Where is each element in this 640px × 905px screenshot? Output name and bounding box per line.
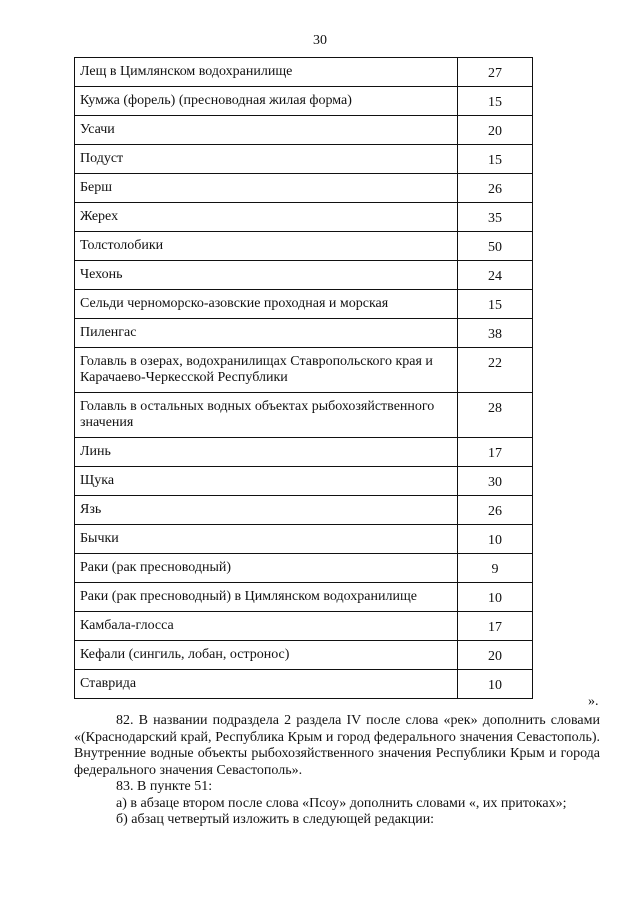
paragraph-83-a: а) в абзаце втором после слова «Псоу» дополнить словами «, их притоках»; (116, 795, 567, 811)
value-cell: 15 (458, 145, 533, 174)
species-cell: Лещ в Цимлянском водохранилище (75, 58, 458, 87)
table-row (75, 393, 533, 438)
table-row (75, 116, 533, 145)
value-cell: 17 (458, 612, 533, 641)
species-cell: Язь (75, 496, 458, 525)
table-row (75, 670, 533, 699)
value-cell: 20 (458, 641, 533, 670)
table-row (75, 612, 533, 641)
table-row (75, 525, 533, 554)
table-row (75, 319, 533, 348)
value-cell: 15 (458, 87, 533, 116)
species-cell: Подуст (75, 145, 458, 174)
species-cell: Кумжа (форель) (пресноводная жилая форма) (75, 87, 458, 116)
table-row (75, 174, 533, 203)
species-cell: Камбала-глосса (75, 612, 458, 641)
table-row (75, 496, 533, 525)
species-cell: Голавль в остальных водных объектах рыбохозяйственного значения (75, 393, 458, 438)
table-row (75, 87, 533, 116)
species-cell: Чехонь (75, 261, 458, 290)
value-cell: 10 (458, 583, 533, 612)
species-cell: Сельди черноморско-азовские проходная и морская (75, 290, 458, 319)
species-cell: Раки (рак пресноводный) в Цимлянском водохранилище (75, 583, 458, 612)
value-cell: 10 (458, 525, 533, 554)
species-cell: Щука (75, 467, 458, 496)
species-cell: Берш (75, 174, 458, 203)
value-cell: 10 (458, 670, 533, 699)
table-row (75, 641, 533, 670)
species-cell: Усачи (75, 116, 458, 145)
species-cell: Раки (рак пресноводный) (75, 554, 458, 583)
paragraph-82: 82. В названии подраздела 2 раздела IV после слова «рек» дополнить словами «(Краснодарский край, Республика Крым и город федерального значения Севастополь). Внутренние водные объекты рыбохозяйственного значения Республики Крым и города федерального значения Севастополь». (74, 713, 600, 778)
value-cell: 24 (458, 261, 533, 290)
value-cell: 20 (458, 116, 533, 145)
table-row (75, 554, 533, 583)
table-row (75, 232, 533, 261)
value-cell: 22 (458, 348, 533, 393)
species-cell: Ставрида (75, 670, 458, 699)
species-cell: Пиленгас (75, 319, 458, 348)
table-row (75, 467, 533, 496)
value-cell: 17 (458, 438, 533, 467)
value-cell: 15 (458, 290, 533, 319)
value-cell: 9 (458, 554, 533, 583)
paragraph-83: 83. В пункте 51: (116, 779, 213, 794)
species-cell: Кефали (сингиль, лобан, остронос) (75, 641, 458, 670)
paragraph-83-b: б) абзац четвертый изложить в следующей редакции: (116, 812, 435, 827)
closing-quote: ». (588, 694, 599, 709)
fish-table (74, 57, 533, 699)
value-cell: 35 (458, 203, 533, 232)
page-number: 30 (313, 33, 327, 48)
table-row (75, 203, 533, 232)
amendment-text (74, 713, 600, 829)
value-cell: 28 (458, 393, 533, 438)
species-cell: Бычки (75, 525, 458, 554)
table-row (75, 58, 533, 87)
table-row (75, 145, 533, 174)
table-row (75, 348, 533, 393)
table-row (75, 583, 533, 612)
table-row (75, 290, 533, 319)
value-cell: 50 (458, 232, 533, 261)
value-cell: 26 (458, 174, 533, 203)
table-row (75, 438, 533, 467)
species-cell: Жерех (75, 203, 458, 232)
value-cell: 26 (458, 496, 533, 525)
species-cell: Толстолобики (75, 232, 458, 261)
value-cell: 38 (458, 319, 533, 348)
value-cell: 30 (458, 467, 533, 496)
table-row (75, 261, 533, 290)
value-cell: 27 (458, 58, 533, 87)
species-cell: Голавль в озерах, водохранилищах Ставропольского края и Карачаево-Черкесской Республики (75, 348, 458, 393)
species-cell: Линь (75, 438, 458, 467)
